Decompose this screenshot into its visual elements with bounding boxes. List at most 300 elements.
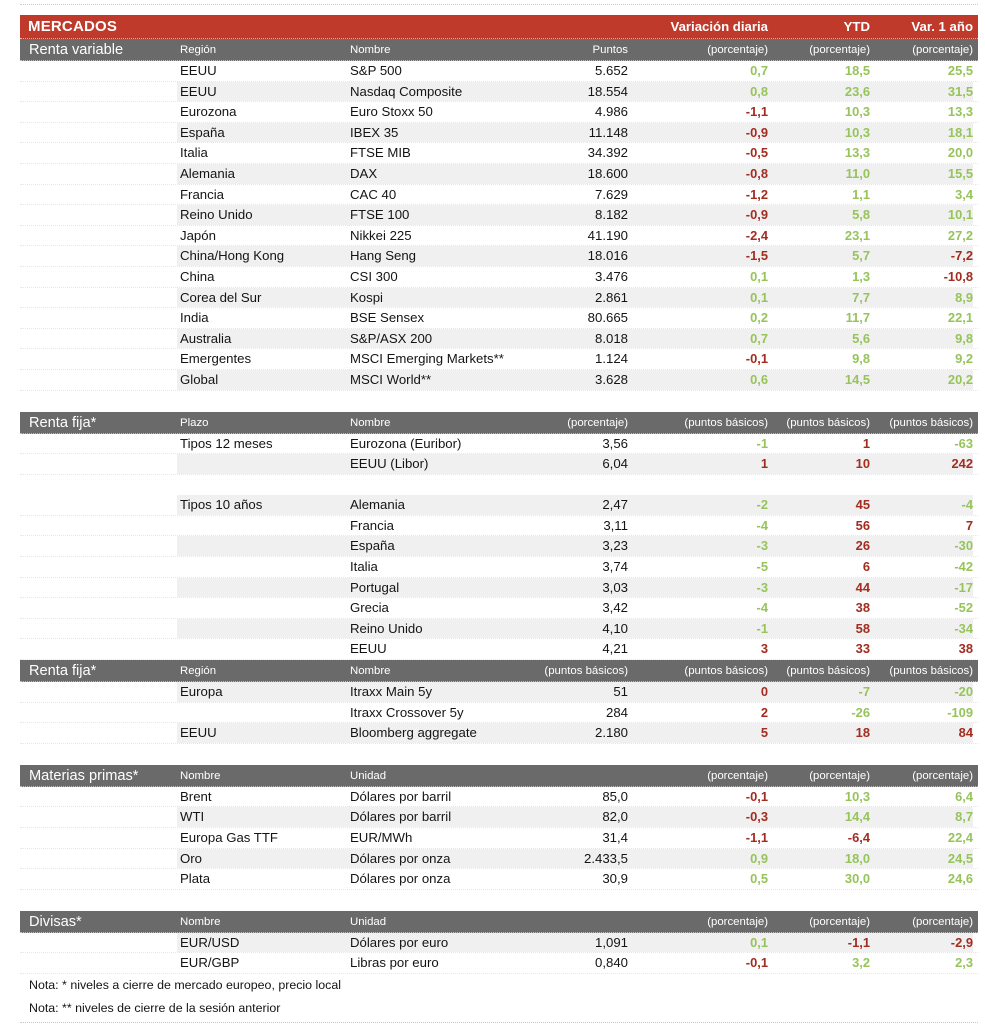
row-daily-change: 0,1 <box>628 288 768 308</box>
column-header-porcentaje: (porcentaje) <box>912 769 973 782</box>
row-daily-change: -1,1 <box>745 104 768 120</box>
row-daily-change: -0,8 <box>628 164 768 184</box>
row-ytd-change: 1,3 <box>852 268 870 284</box>
row-1y-change: 18,1 <box>870 123 973 143</box>
row-1y-change: 25,5 <box>947 63 973 78</box>
row-daily-change: -5 <box>756 559 768 575</box>
table-row <box>20 226 978 247</box>
row-name: BSE Sensex <box>350 310 425 326</box>
row-label-spacer <box>20 349 177 369</box>
row-level-value: 284 <box>605 704 628 720</box>
row-daily-change: -0,3 <box>628 807 768 827</box>
row-name: EUR/MWh <box>350 830 413 845</box>
row-ytd-change: 1,1 <box>852 186 870 202</box>
row-1y-change: 6,4 <box>955 788 973 804</box>
table-row <box>20 267 978 288</box>
row-1y-change: 9,2 <box>955 351 973 367</box>
column-header-regi-n: Región <box>180 44 217 56</box>
column-header-porcentaje: (porcentaje) <box>809 769 870 782</box>
table-row <box>20 246 978 267</box>
row-name: Dólares por onza <box>347 849 522 869</box>
column-header-puntos-b-sicos: (puntos básicos) <box>889 665 973 678</box>
column-header-variacion-diaria: Variación diaria <box>670 19 768 34</box>
column-header-puntos-b-sicos: (puntos básicos) <box>544 665 628 678</box>
row-label-spacer <box>20 164 177 184</box>
row-level-value: 3,56 <box>602 435 628 451</box>
table-row <box>20 495 978 516</box>
row-label-spacer <box>20 828 177 848</box>
row-daily-change: -0,9 <box>628 205 768 225</box>
row-daily-change: 0,1 <box>628 933 768 953</box>
row-label-spacer <box>20 267 177 287</box>
row-name: MSCI World** <box>347 370 522 390</box>
row-level-value: 18.600 <box>522 164 628 184</box>
row-level-value: 3.628 <box>522 370 628 390</box>
table-row <box>20 723 978 744</box>
row-ytd-change: 44 <box>768 578 870 598</box>
column-header-var-1-ano: Var. 1 año <box>911 19 973 34</box>
row-category: China/Hong Kong <box>177 246 347 266</box>
row-1y-change: -42 <box>954 559 973 575</box>
row-level-value: 4,10 <box>522 619 628 639</box>
row-daily-change: 0,8 <box>628 82 768 102</box>
row-category <box>177 454 347 474</box>
row-label-spacer <box>20 61 177 81</box>
row-1y-change: 3,4 <box>955 186 973 202</box>
row-level-value: 8.018 <box>522 329 628 349</box>
footnotes <box>20 974 985 1020</box>
row-category: Europa Gas TTF <box>180 830 278 845</box>
column-header-unidad: Unidad <box>350 769 387 782</box>
row-level-value: 2.861 <box>522 288 628 308</box>
row-ytd-change: 26 <box>768 536 870 556</box>
row-category: India <box>180 310 209 326</box>
row-level-value: 30,9 <box>602 871 628 887</box>
section-header-renta-fija <box>20 660 978 682</box>
row-name: Itraxx Crossover 5y <box>350 704 464 720</box>
row-name: Kospi <box>347 288 522 308</box>
row-1y-change: 22,1 <box>947 310 973 326</box>
row-ytd-change: 56 <box>855 517 870 533</box>
row-name: Bloomberg aggregate <box>347 723 522 743</box>
row-1y-change: -17 <box>870 578 973 598</box>
row-ytd-change: 38 <box>855 600 870 616</box>
table-row <box>20 682 978 703</box>
row-daily-change: -0,1 <box>745 955 768 971</box>
row-label-spacer <box>20 143 177 163</box>
row-category <box>177 536 347 556</box>
section-gap <box>20 391 978 412</box>
row-name: IBEX 35 <box>347 123 522 143</box>
row-category: Corea del Sur <box>177 288 347 308</box>
row-daily-change: 0,5 <box>750 871 768 887</box>
row-category: Oro <box>177 849 347 869</box>
row-1y-change: 38 <box>958 641 973 657</box>
row-name: Hang Seng <box>347 246 522 266</box>
row-label-spacer <box>20 953 177 973</box>
column-header-nombre: Nombre <box>180 915 221 928</box>
row-1y-change: 24,5 <box>870 849 973 869</box>
table-row <box>20 807 978 828</box>
title-bar <box>20 15 978 39</box>
row-daily-change: 0,1 <box>750 268 768 284</box>
row-label-spacer <box>20 329 177 349</box>
row-daily-change: 0,7 <box>628 329 768 349</box>
empty-cell <box>177 475 347 496</box>
row-label-spacer <box>20 308 177 328</box>
table-row <box>20 434 978 455</box>
row-name: MSCI Emerging Markets** <box>350 351 504 367</box>
row-level-value: 85,0 <box>602 788 628 804</box>
row-level-value: 2.180 <box>522 723 628 743</box>
row-level-value: 51 <box>522 682 628 702</box>
row-1y-change: 20,0 <box>947 145 973 161</box>
row-category: España <box>177 123 347 143</box>
row-category: Francia <box>180 186 224 202</box>
row-label-spacer <box>20 578 177 598</box>
section-header-renta-fija <box>20 412 978 434</box>
table-row <box>20 828 978 849</box>
row-name: Nikkei 225 <box>350 227 412 243</box>
row-category <box>177 639 347 659</box>
row-label-spacer <box>20 849 177 869</box>
section-label: Renta variable <box>29 42 124 58</box>
table-row <box>20 619 978 640</box>
row-category: Japón <box>180 227 216 243</box>
row-1y-change: 20,2 <box>870 370 973 390</box>
row-ytd-change: 5,7 <box>768 246 870 266</box>
row-label-spacer <box>20 723 177 743</box>
row-daily-change: 3 <box>760 641 768 657</box>
row-ytd-change: -1,1 <box>768 933 870 953</box>
row-label-spacer <box>20 598 177 618</box>
row-label-spacer <box>20 807 177 827</box>
row-level-value: 18.554 <box>522 82 628 102</box>
row-category <box>177 598 347 618</box>
table-row <box>20 61 978 82</box>
row-1y-change: 242 <box>870 454 973 474</box>
table-row <box>20 557 978 578</box>
row-name: España <box>347 536 522 556</box>
column-header-empty <box>522 911 628 933</box>
column-header-puntos-b-sicos: (puntos básicos) <box>684 416 768 429</box>
row-1y-change: -109 <box>947 704 973 720</box>
section-label: Divisas* <box>29 913 82 930</box>
row-1y-change: 13,3 <box>947 104 973 120</box>
row-name: Itraxx Main 5y <box>347 682 522 702</box>
row-name: Grecia <box>350 600 389 616</box>
market-table-body <box>20 39 978 974</box>
row-daily-change: -1,2 <box>745 186 768 202</box>
row-level-value: 5.652 <box>594 63 628 78</box>
row-name: Dólares por euro <box>347 933 522 953</box>
section-label: Materias primas* <box>29 767 139 784</box>
row-ytd-change: 5,6 <box>768 329 870 349</box>
row-1y-change: -20 <box>870 682 973 702</box>
table-row <box>20 288 978 309</box>
row-level-value: 4.986 <box>594 104 628 120</box>
row-ytd-change: -7 <box>768 682 870 702</box>
row-level-value: 1.124 <box>594 351 628 367</box>
row-category: Global <box>177 370 347 390</box>
row-category: WTI <box>177 807 347 827</box>
table-row <box>20 329 978 350</box>
row-daily-change: -3 <box>628 578 768 598</box>
table-row <box>20 516 978 537</box>
row-level-value: 8.182 <box>522 205 628 225</box>
row-level-value: 82,0 <box>522 807 628 827</box>
row-daily-change: 1 <box>628 454 768 474</box>
row-label-spacer <box>20 933 177 953</box>
table-row <box>20 308 978 329</box>
column-header-ytd: YTD <box>843 19 870 34</box>
row-label-spacer <box>20 639 177 659</box>
row-name: FTSE 100 <box>347 205 522 225</box>
row-category: Italia <box>180 145 208 161</box>
row-name: Eurozona (Euribor) <box>350 435 462 451</box>
column-header-porcentaje: (porcentaje) <box>707 915 768 928</box>
row-1y-change: -52 <box>954 600 973 616</box>
row-category: EUR/USD <box>177 933 347 953</box>
row-label-spacer <box>20 869 177 889</box>
column-header-regi-n: Región <box>180 665 217 678</box>
row-ytd-change: -6,4 <box>847 830 870 845</box>
empty-cell <box>522 475 628 496</box>
row-1y-change: -30 <box>870 536 973 556</box>
row-daily-change: -1,1 <box>745 830 768 845</box>
row-name: FTSE MIB <box>350 145 411 161</box>
row-name: Portugal <box>347 578 522 598</box>
row-daily-change: -2 <box>628 495 768 515</box>
empty-cell <box>347 475 522 496</box>
row-level-value: 2,47 <box>522 495 628 515</box>
row-name: EEUU <box>350 641 387 657</box>
row-daily-change: -1 <box>628 619 768 639</box>
row-ytd-change: 10,3 <box>768 123 870 143</box>
row-daily-change: 0,9 <box>628 849 768 869</box>
row-category: EUR/GBP <box>180 955 240 971</box>
table-row <box>20 185 978 206</box>
row-ytd-change: 5,8 <box>768 205 870 225</box>
row-daily-change: -0,1 <box>745 788 768 804</box>
row-ytd-change: 14,4 <box>768 807 870 827</box>
markets-table <box>20 15 978 974</box>
row-1y-change: 27,2 <box>947 227 973 243</box>
row-category <box>177 557 347 577</box>
row-label-spacer <box>20 288 177 308</box>
row-daily-change: 0,7 <box>750 63 768 78</box>
row-1y-change: 31,5 <box>870 82 973 102</box>
row-category: EEUU <box>180 63 217 78</box>
row-daily-change: -1,5 <box>628 246 768 266</box>
row-1y-change: -4 <box>870 495 973 515</box>
row-daily-change: 0,6 <box>628 370 768 390</box>
column-header-unidad: Unidad <box>350 915 387 928</box>
column-header-nombre: Nombre <box>350 665 391 678</box>
row-label-spacer <box>20 370 177 390</box>
column-header-porcentaje: (porcentaje) <box>912 915 973 928</box>
row-ytd-change: 13,3 <box>844 145 870 161</box>
row-category: Emergentes <box>180 351 252 367</box>
table-row <box>20 953 978 974</box>
row-name: Dólares por onza <box>350 871 451 887</box>
table-row <box>20 82 978 103</box>
row-level-value: 3,23 <box>522 536 628 556</box>
footnote-2: Nota: ** niveles de cierre de la sesión anterior <box>29 1000 281 1015</box>
row-level-value: 31,4 <box>602 830 628 845</box>
section-gap <box>20 744 978 765</box>
table-row <box>20 370 978 391</box>
column-header-nombre: Nombre <box>350 44 391 56</box>
column-header-puntos-b-sicos: (puntos básicos) <box>889 416 973 429</box>
row-ytd-change: 7,7 <box>768 288 870 308</box>
row-name: Italia <box>350 559 378 575</box>
row-level-value: 41.190 <box>587 227 628 243</box>
row-level-value: 3,11 <box>603 517 628 533</box>
section-gap <box>20 890 978 911</box>
row-ytd-change: 18,0 <box>768 849 870 869</box>
table-row <box>20 143 978 164</box>
row-label-spacer <box>20 123 177 143</box>
row-name: CSI 300 <box>350 268 398 284</box>
table-row <box>20 164 978 185</box>
row-ytd-change: 10 <box>768 454 870 474</box>
row-level-value: 80.665 <box>587 310 628 326</box>
row-1y-change: 8,9 <box>870 288 973 308</box>
row-daily-change: -0,9 <box>628 123 768 143</box>
row-ytd-change: 11,7 <box>845 310 870 326</box>
row-label-spacer <box>20 454 177 474</box>
column-header-plazo: Plazo <box>180 416 209 429</box>
row-ytd-change: 45 <box>768 495 870 515</box>
row-daily-change: -3 <box>628 536 768 556</box>
row-1y-change: 7 <box>965 517 973 533</box>
row-daily-change: -0,5 <box>745 145 768 161</box>
row-ytd-change: 33 <box>855 641 870 657</box>
row-level-value: 3,42 <box>602 600 628 616</box>
row-name: Francia <box>350 517 394 533</box>
table-row <box>20 639 978 660</box>
row-1y-change: 8,7 <box>870 807 973 827</box>
row-daily-change: -2,4 <box>745 227 768 243</box>
row-1y-change: 10,1 <box>870 205 973 225</box>
table-row <box>20 703 978 724</box>
table-row <box>20 349 978 370</box>
row-level-value: 11.148 <box>522 123 628 143</box>
section-label: Renta fija* <box>29 663 97 680</box>
row-category: Tipos 12 meses <box>180 435 273 451</box>
row-name: EEUU (Libor) <box>347 454 522 474</box>
row-label-spacer <box>20 787 177 807</box>
row-1y-change: -10,8 <box>943 268 973 284</box>
column-header-puntos-b-sicos: (puntos básicos) <box>684 665 768 678</box>
row-label-spacer <box>20 185 177 205</box>
row-label-spacer <box>20 682 177 702</box>
row-ytd-change: 30,0 <box>844 871 870 887</box>
row-1y-change: -7,2 <box>870 246 973 266</box>
row-ytd-change: 23,1 <box>844 227 870 243</box>
row-label-spacer <box>20 703 177 723</box>
row-level-value: 2.433,5 <box>522 849 628 869</box>
row-category: Eurozona <box>180 104 237 120</box>
row-category: Reino Unido <box>177 205 347 225</box>
row-label-spacer <box>20 475 177 496</box>
row-daily-change: 0 <box>628 682 768 702</box>
row-1y-change: 24,6 <box>947 871 973 887</box>
table-row <box>20 869 978 890</box>
row-ytd-change: 18 <box>768 723 870 743</box>
row-level-value: 18.016 <box>522 246 628 266</box>
column-header-puntos: Puntos <box>592 44 628 56</box>
row-level-value: 6,04 <box>522 454 628 474</box>
empty-cell <box>870 475 973 496</box>
row-daily-change: -1 <box>756 435 768 451</box>
table-row <box>20 102 978 123</box>
row-daily-change: -4 <box>756 517 768 533</box>
column-header-empty <box>522 765 628 787</box>
column-header-puntos-b-sicos: (puntos básicos) <box>786 665 870 678</box>
row-level-value: 3.476 <box>594 268 628 284</box>
column-header-porcentaje: (porcentaje) <box>809 915 870 928</box>
section-header-renta-variable <box>20 39 978 61</box>
table-row <box>20 205 978 226</box>
row-label-spacer <box>20 434 177 454</box>
row-name: S&P/ASX 200 <box>347 329 522 349</box>
row-level-value: 0,840 <box>594 955 628 971</box>
row-ytd-change: 18,5 <box>844 63 870 78</box>
row-ytd-change: 11,0 <box>768 164 870 184</box>
row-label-spacer <box>20 205 177 225</box>
empty-cell <box>768 475 870 496</box>
row-1y-change: -34 <box>870 619 973 639</box>
spacer-row <box>20 475 978 496</box>
row-category <box>177 703 347 723</box>
row-name: Nasdaq Composite <box>347 82 522 102</box>
row-1y-change: 15,5 <box>870 164 973 184</box>
row-level-value: 4,21 <box>602 641 628 657</box>
row-level-value: 3,74 <box>602 559 628 575</box>
column-header-porcentaje: (porcentaje) <box>707 769 768 782</box>
row-1y-change: 22,4 <box>947 830 973 845</box>
row-1y-change: -2,9 <box>870 933 973 953</box>
row-category: Tipos 10 años <box>177 495 347 515</box>
row-category <box>177 516 347 536</box>
row-ytd-change: 58 <box>768 619 870 639</box>
row-ytd-change: 6 <box>862 559 870 575</box>
row-category: Plata <box>180 871 211 887</box>
row-label-spacer <box>20 246 177 266</box>
column-header-puntos-b-sicos: (puntos básicos) <box>786 416 870 429</box>
row-name: Dólares por barril <box>347 807 522 827</box>
row-daily-change: 0,2 <box>750 310 768 326</box>
row-label-spacer <box>20 557 177 577</box>
row-ytd-change: 9,8 <box>852 351 870 367</box>
row-daily-change: -4 <box>756 600 768 616</box>
row-name: S&P 500 <box>350 63 402 78</box>
section-header-divisas <box>20 911 978 933</box>
table-row <box>20 454 978 475</box>
row-name: DAX <box>347 164 522 184</box>
row-category: EEUU <box>177 82 347 102</box>
row-label-spacer <box>20 619 177 639</box>
row-category: EEUU <box>177 723 347 743</box>
row-daily-change: -0,1 <box>745 351 768 367</box>
row-label-spacer <box>20 495 177 515</box>
row-label-spacer <box>20 536 177 556</box>
row-level-value: 1,091 <box>522 933 628 953</box>
column-header-porcentaje: (porcentaje) <box>912 44 973 56</box>
table-row <box>20 849 978 870</box>
